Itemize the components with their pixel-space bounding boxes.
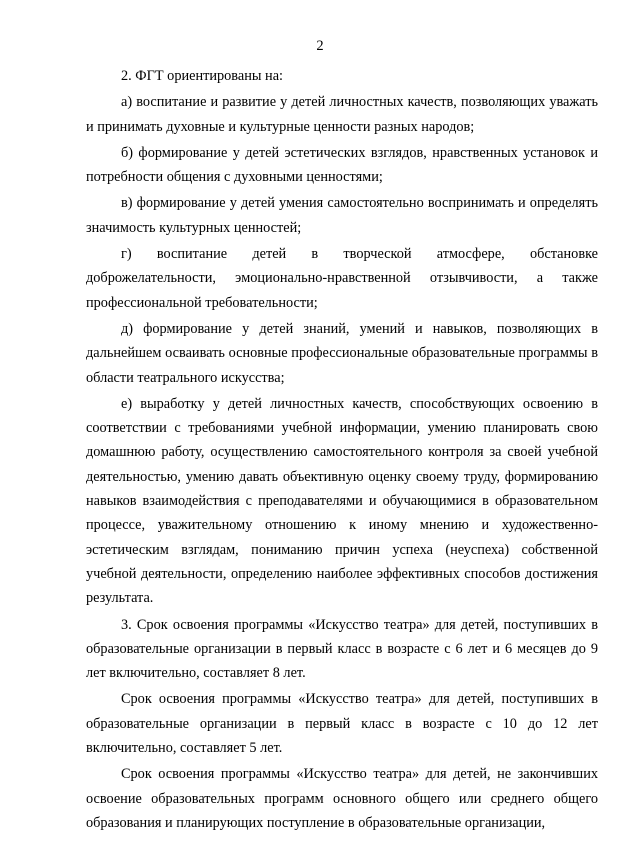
page-number: 2 [316,38,324,54]
paragraph-item-v: в) формирование у детей умения самостоятельно воспринимать и определять значимость культурных ценностей; [86,195,598,236]
paragraph-item-a: а) воспитание и развитие у детей личностных качеств, позволяющих уважать и принимать духовные и культурные ценности разных народов; [86,94,598,135]
paragraph-term-5-years: Срок освоения программы «Искусство театра» для детей, поступивших в образовательные организации в первый класс в возрасте с 10 до 12 лет включительно, составляет 5 лет. [86,691,598,757]
paragraph-item-d: д) формирование у детей знаний, умений и навыков, позволяющих в дальнейшем осваивать основные профессиональные образовательные программы в области театрального искусства; [86,320,598,386]
paragraph-item-b: б) формирование у детей эстетических взглядов, нравственных установок и потребности общения с духовными ценностями; [86,144,598,186]
paragraph-term-8-years: 3. Срок освоения программы «Искусство театра» для детей, поступивших в образовательные организации в первый класс в возрасте с 6 лет и 6 месяцев до 9 лет включительно, составляет 8 лет. [86,616,598,682]
paragraph-item-g: г) воспитание детей в творческой атмосфере, обстановке доброжелательности, эмоционально-нравственной отзывчивости, а также профессиональной требовательности; [86,246,598,311]
document-body [86,64,598,835]
paragraph-fgt-intro: 2. ФГТ ориентированы на: [121,68,284,84]
paragraph-term-other: Срок освоения программы «Искусство театра» для детей, не закончивших освоение образовательных программ основного общего или среднего общего образования и планирующих поступление в образовательные организации, [86,766,598,831]
paragraph-item-e: е) выработку у детей личностных качеств, способствующих освоению в соответствии с требованиями учебной информации, умению планировать свою домашнюю работу, осуществлению самостоятельного контроля за своей учебной деятельностью, умению давать объективную оценку своему труду, формированию навыков взаимодействия с преподавателями и обучающимися в образовательном процессе, уважительному отношению к иному мнению и художественно-эстетическим взглядам, пониманию причин успеха (неуспеха) собственной учебной деятельности, определению наиболее эффективных способов достижения результата. [86,395,598,607]
